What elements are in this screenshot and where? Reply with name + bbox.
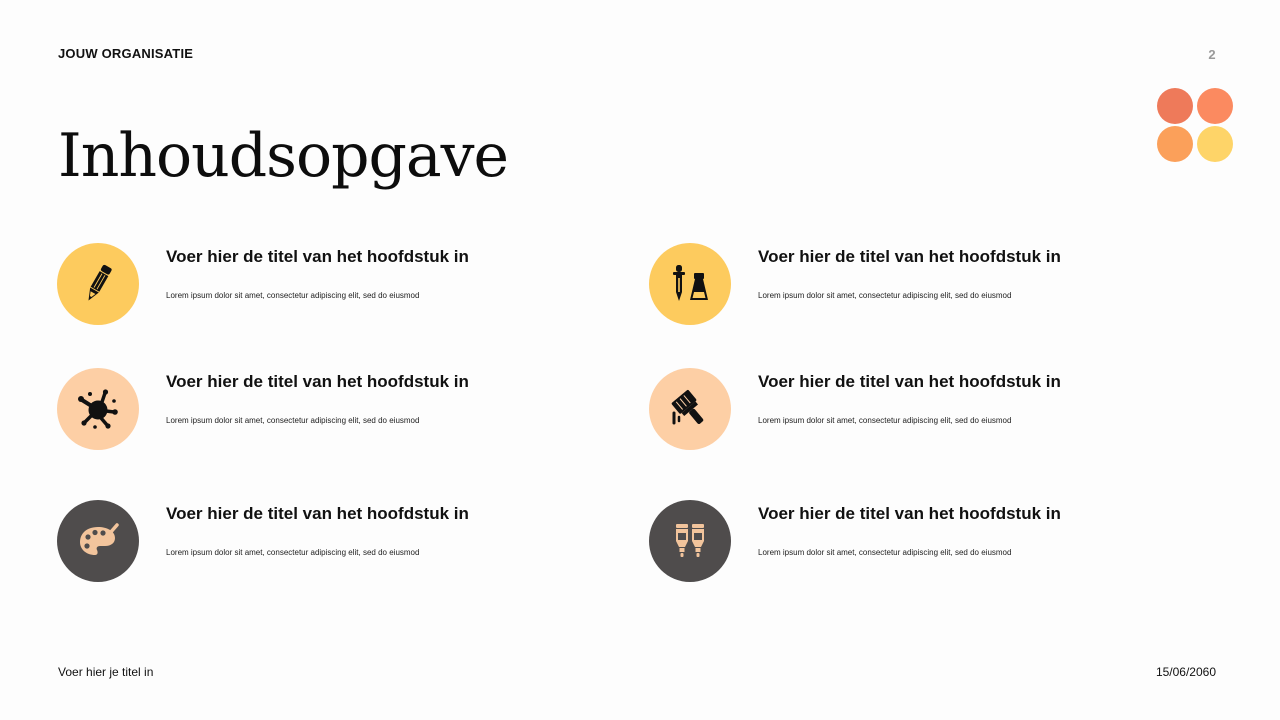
icon-circle [57, 368, 139, 450]
footer-title: Voer hier je titel in [58, 665, 154, 679]
item-description: Lorem ipsum dolor sit amet, consectetur adipiscing elit, sed do eiusmod [758, 291, 1012, 300]
item-description: Lorem ipsum dolor sit amet, consectetur adipiscing elit, sed do eiusmod [166, 416, 420, 425]
toc-item-5[interactable] [57, 500, 597, 590]
decorative-dot [1197, 126, 1233, 162]
pencil-icon [76, 262, 120, 306]
toc-item-6[interactable] [649, 500, 1189, 590]
toc-item-2[interactable] [649, 243, 1189, 333]
toc-item-3[interactable] [57, 368, 597, 458]
icon-circle [649, 500, 731, 582]
organization-name: JOUW ORGANISATIE [58, 46, 194, 61]
decorative-dot [1157, 88, 1193, 124]
decorative-dot [1197, 88, 1233, 124]
item-description: Lorem ipsum dolor sit amet, consectetur adipiscing elit, sed do eiusmod [758, 416, 1012, 425]
footer-date: 15/06/2060 [1155, 665, 1216, 679]
toc-item-4[interactable] [649, 368, 1189, 458]
toc-item-1[interactable] [57, 243, 597, 333]
item-title: Voer hier de titel van het hoofdstuk in [758, 372, 1061, 391]
decorative-dots [1157, 88, 1233, 164]
icon-circle [649, 243, 731, 325]
palette-icon [76, 519, 120, 563]
paint-splash-icon [76, 387, 120, 431]
item-title: Voer hier de titel van het hoofdstuk in [758, 504, 1061, 523]
item-description: Lorem ipsum dolor sit amet, consectetur adipiscing elit, sed do eiusmod [758, 548, 1012, 557]
icon-circle [57, 500, 139, 582]
icon-circle [57, 243, 139, 325]
paint-brush-icon [668, 387, 712, 431]
item-title: Voer hier de titel van het hoofdstuk in [166, 247, 469, 266]
icon-circle [649, 368, 731, 450]
decorative-dot [1157, 126, 1193, 162]
item-description: Lorem ipsum dolor sit amet, consectetur adipiscing elit, sed do eiusmod [166, 548, 420, 557]
item-title: Voer hier de titel van het hoofdstuk in [166, 372, 469, 391]
item-description: Lorem ipsum dolor sit amet, consectetur adipiscing elit, sed do eiusmod [166, 291, 420, 300]
page-title: Inhoudsopgave [58, 121, 509, 191]
paint-tubes-icon [668, 519, 712, 563]
item-title: Voer hier de titel van het hoofdstuk in [166, 504, 469, 523]
page-number: 2 [1208, 47, 1216, 62]
item-title: Voer hier de titel van het hoofdstuk in [758, 247, 1061, 266]
dropper-ink-icon [668, 262, 712, 306]
